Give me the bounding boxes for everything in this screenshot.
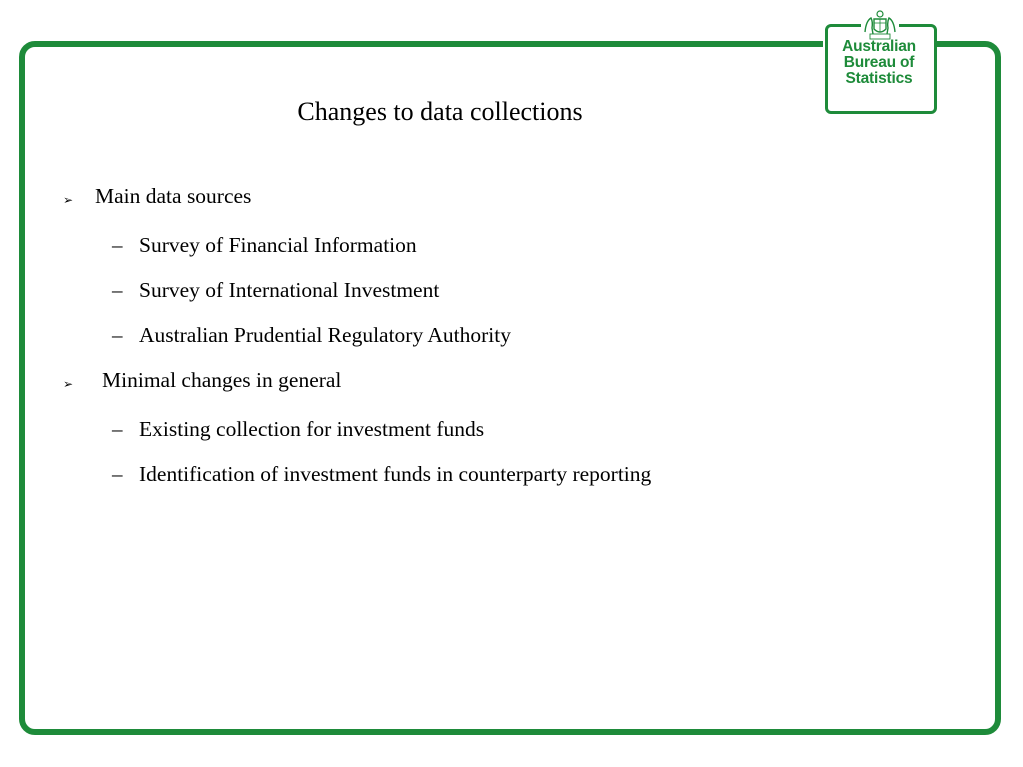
- dash-marker: –: [112, 323, 123, 347]
- logo-wordmark: [823, 39, 935, 87]
- bullet-main-data-sources: Main data sources: [95, 184, 252, 208]
- abs-logo: [823, 8, 937, 112]
- sub-bullet-survey-international-investment: Survey of International Investment: [139, 278, 440, 302]
- dash-marker: –: [112, 278, 123, 302]
- commonwealth-coat-of-arms-icon: [861, 10, 899, 40]
- logo-line-3: Statistics: [845, 70, 913, 87]
- logo-line-1: Australian: [842, 38, 916, 55]
- bullet-arrow-icon: ➢: [63, 193, 74, 207]
- bullet-arrow-icon: ➢: [63, 377, 74, 391]
- sub-bullet-survey-financial-information: Survey of Financial Information: [139, 233, 417, 257]
- dash-marker: –: [112, 417, 123, 441]
- dash-marker: –: [112, 233, 123, 257]
- page-title: Changes to data collections: [297, 97, 583, 126]
- logo-line-2: Bureau of: [843, 54, 915, 71]
- sub-bullet-apra: Australian Prudential Regulatory Authority: [139, 323, 512, 347]
- sub-bullet-existing-collection: Existing collection for investment funds: [139, 417, 485, 441]
- sub-bullet-identification-investment-funds: Identification of investment funds in counterparty reporting: [139, 462, 652, 486]
- dash-marker: –: [112, 462, 123, 486]
- bullet-minimal-changes: Minimal changes in general: [102, 368, 342, 392]
